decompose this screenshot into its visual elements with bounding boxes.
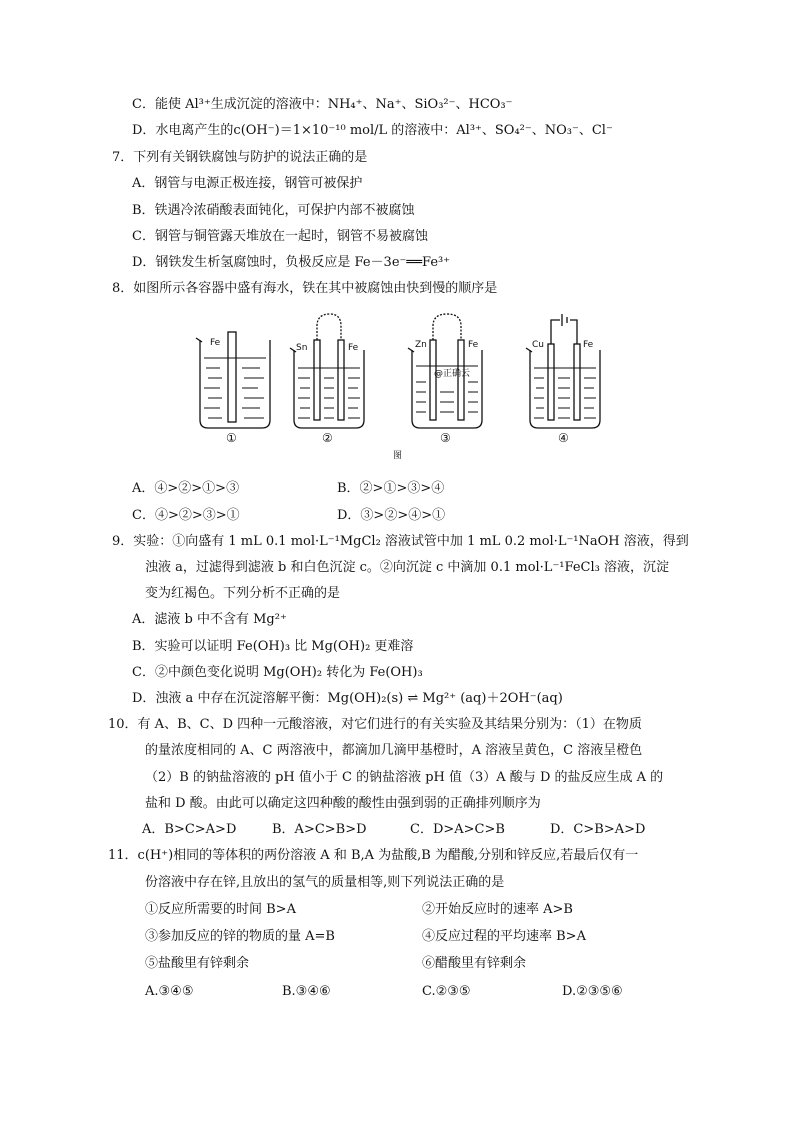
q11-statement-4: ④反应过程的平均速率 B>A bbox=[422, 929, 586, 944]
q11-option-d: D.②③⑤⑥ bbox=[562, 984, 623, 999]
beaker-2-number: ② bbox=[322, 431, 333, 445]
question-9-stem-line2: 浊液 a，过滤得到滤液 b 和白色沉淀 c。②向沉淀 c 中滴加 0.1 mol·L⁻¹FeCl₃ 溶液，沉淀 bbox=[145, 560, 669, 575]
q8-option-b: B．②>①>③>④ bbox=[337, 481, 445, 496]
beaker-1 bbox=[196, 332, 270, 428]
beaker-4-cu-label: Cu bbox=[532, 340, 544, 350]
beaker-2-sn-label: Sn bbox=[296, 343, 308, 353]
beakers-figure bbox=[190, 310, 610, 470]
question-10-stem-line4: 盐和 D 酸。由此可以确定这四种酸的酸性由强到弱的正确排列顺序为 bbox=[145, 796, 541, 811]
question-11-stem-line2: 份溶液中存在锌,且放出的氢气的质量相等,则下列说法正确的是 bbox=[145, 875, 505, 890]
beaker-4-number: ④ bbox=[558, 431, 569, 445]
question-7-stem: 7．下列有关钢铁腐蚀与防护的说法正确的是 bbox=[112, 150, 368, 165]
beaker-4-fe-label: Fe bbox=[583, 340, 594, 350]
beaker-3-zn-label: Zn bbox=[415, 340, 427, 350]
beaker-3-fe-label: Fe bbox=[468, 340, 479, 350]
q11-statement-2: ②开始反应时的速率 A>B bbox=[422, 902, 573, 917]
q7-option-c: C．钢管与铜管露天堆放在一起时，钢管不易被腐蚀 bbox=[132, 229, 428, 244]
q11-statement-5: ⑤盐酸里有锌剩余 bbox=[145, 956, 250, 971]
q9-option-a: A．滤液 b 中不含有 Mg²⁺ bbox=[132, 612, 287, 627]
q11-option-c: C.②③⑤ bbox=[422, 984, 471, 999]
question-10-stem-line2: 的量浓度相同的 A、C 两溶液中，都滴加几滴甲基橙时，A 溶液呈黄色，C 溶液呈橙色 bbox=[145, 743, 643, 758]
q10-option-b: B．A>C>B>D bbox=[272, 822, 367, 837]
q6-option-c: C．能使 Al³⁺生成沉淀的溶液中：NH₄⁺、Na⁺、SiO₃²⁻、HCO₃⁻ bbox=[132, 97, 513, 112]
question-8-stem: 8．如图所示各容器中盛有海水，铁在其中被腐蚀由快到慢的顺序是 bbox=[112, 281, 498, 296]
beaker-4 bbox=[526, 314, 600, 428]
beaker-1-fe-label: Fe bbox=[210, 338, 221, 348]
question-10-stem-line1: 10．有 A、B、C、D 四种一元酸溶液，对它们进行的有关实验及其结果分别为：（1）在物质 bbox=[108, 717, 642, 732]
q7-option-a: A．钢管与电源正极连接，钢管可被保护 bbox=[132, 176, 363, 191]
beaker-1-number: ① bbox=[226, 431, 237, 445]
q11-statement-6: ⑥醋酸里有锌剩余 bbox=[422, 956, 527, 971]
q11-statement-3: ③参加反应的锌的物质的量 A=B bbox=[145, 929, 335, 944]
q11-statement-1: ①反应所需要的时间 B>A bbox=[145, 902, 296, 917]
q9-option-c: C．②中颜色变化说明 Mg(OH)₂ 转化为 Fe(OH)₃ bbox=[132, 665, 423, 680]
question-9-stem-line1: 9．实验：①向盛有 1 mL 0.1 mol·L⁻¹MgCl₂ 溶液试管中加 1 mL 0.2 mol·L⁻¹NaOH 溶液，得到 bbox=[112, 534, 689, 549]
question-9-stem-line3: 变为红褐色。下列分析不正确的是 bbox=[145, 586, 341, 601]
q10-option-c: C．D>A>C>B bbox=[410, 822, 505, 837]
q7-option-d: D．钢铁发生析氢腐蚀时，负极反应是 Fe－3e⁻══Fe³⁺ bbox=[132, 255, 451, 270]
q11-option-b: B.③④⑥ bbox=[282, 984, 331, 999]
q7-option-b: B．铁遇冷浓硝酸表面钝化，可保护内部不被腐蚀 bbox=[132, 203, 415, 218]
question-10-stem-line3: （2）B 的钠盐溶液的 pH 值小于 C 的钠盐溶液 pH 值（3）A 酸与 D 的盐反应生成 A 的 bbox=[145, 770, 664, 785]
q9-option-b: B．实验可以证明 Fe(OH)₃ 比 Mg(OH)₂ 更难溶 bbox=[132, 639, 414, 654]
q8-option-a: A．④>②>①>③ bbox=[132, 481, 240, 496]
q8-option-d: D．③>②>④>① bbox=[337, 508, 446, 523]
q10-option-a: A．B>C>A>D bbox=[142, 822, 237, 837]
beaker-2-fe-label: Fe bbox=[348, 343, 359, 353]
question-11-stem-line1: 11．c(H⁺)相同的等体积的两份溶液 A 和 B,A 为盐酸,B 为醋酸,分别和锌反应,若最后仅有一 bbox=[108, 848, 639, 863]
beaker-2 bbox=[290, 314, 364, 428]
q10-option-d: D．C>B>A>D bbox=[550, 822, 646, 837]
q11-option-a: A.③④⑤ bbox=[145, 984, 194, 999]
beaker-3-number: ③ bbox=[440, 431, 451, 445]
q8-option-c: C．④>②>③>① bbox=[132, 508, 240, 523]
watermark-text: @正确云 bbox=[434, 369, 471, 379]
q6-option-d: D．水电离产生的c(OH⁻)＝1×10⁻¹⁰ mol/L 的溶液中：Al³⁺、SO₄²⁻、NO₃⁻、Cl⁻ bbox=[132, 123, 613, 138]
q9-option-d: D．浊液 a 中存在沉淀溶解平衡：Mg(OH)₂(s) ⇌ Mg²⁺ (aq)＋2OH⁻(aq) bbox=[132, 691, 563, 706]
figure-caption: 图 bbox=[393, 451, 403, 461]
